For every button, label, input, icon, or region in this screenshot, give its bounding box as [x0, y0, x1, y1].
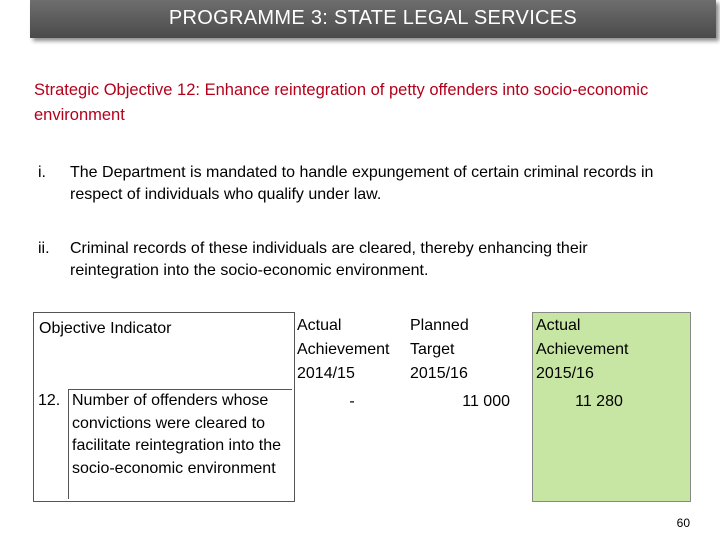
actual-2015-value: 11 280	[575, 393, 623, 410]
header-line: Actual	[536, 317, 581, 334]
page-title: PROGRAMME 3: STATE LEGAL SERVICES	[168, 7, 578, 29]
header-line: Planned	[410, 317, 469, 334]
list-item-number: i.	[38, 164, 46, 181]
list-item-number: ii.	[38, 240, 50, 257]
header-line: Target	[410, 341, 455, 358]
indicator-cell	[33, 312, 295, 502]
header-line: 2015/16	[536, 365, 594, 382]
indicator-number: 12.	[38, 392, 61, 409]
actual-2014-header	[297, 314, 407, 386]
header-line: 2014/15	[297, 365, 355, 382]
page-number: 60	[676, 516, 690, 530]
strategic-objective: Strategic Objective 12: Enhance reintegration of petty offenders into socio-economic environment	[34, 81, 649, 124]
indicator-text: Number of offenders whose convictions were cleared to facilitate reintegration into the socio-economic environment	[68, 389, 292, 499]
indicator-header: Objective Indicator	[39, 320, 172, 337]
actual-2015-header	[536, 314, 686, 386]
header-line: Actual	[297, 317, 342, 334]
list-item-text: The Department is mandated to handle expungement of certain criminal records in respect of individuals who qualify under law.	[70, 164, 654, 203]
actual-2014-value: -	[349, 393, 355, 410]
list-item-text: Criminal records of these individuals are cleared, thereby enhancing their reintegration into the socio-economic environment.	[70, 240, 588, 279]
title-bar	[30, 0, 716, 38]
header-line: Achievement	[536, 341, 629, 358]
planned-target-header	[410, 314, 515, 386]
header-line: 2015/16	[410, 365, 468, 382]
header-line: Achievement	[297, 341, 390, 358]
planned-target-value: 11 000	[462, 393, 510, 410]
